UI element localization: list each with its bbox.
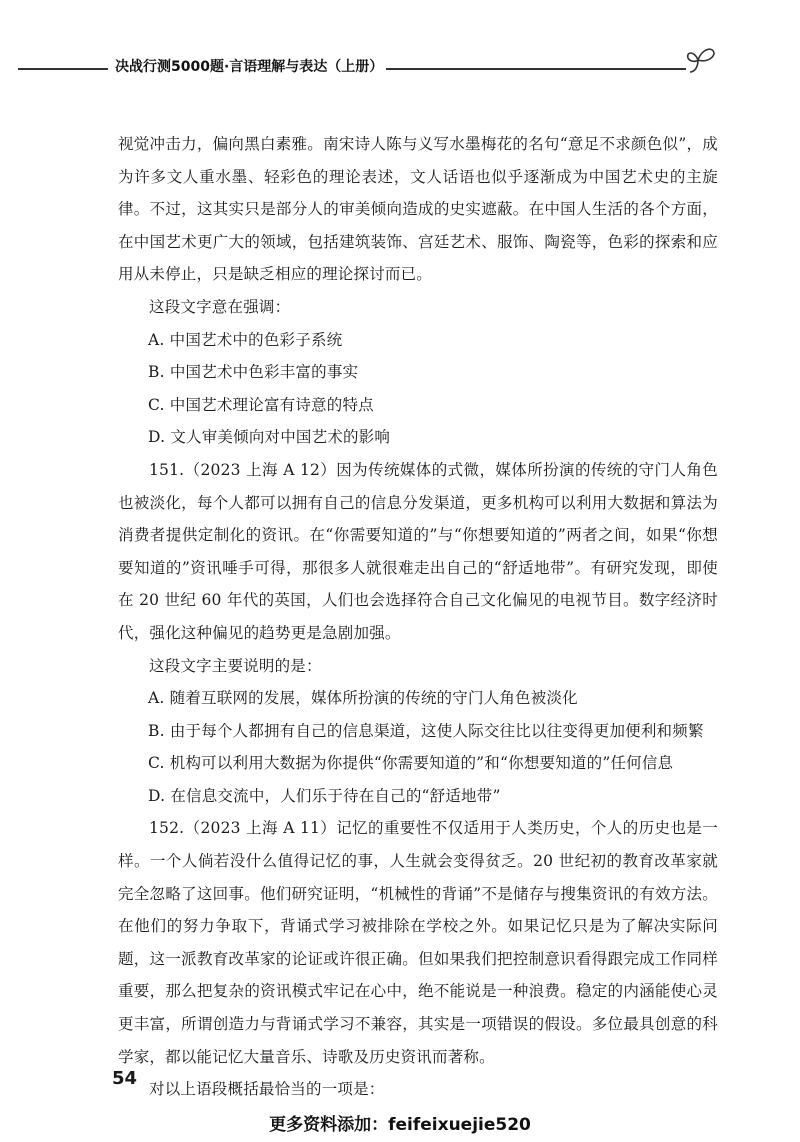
q150-option-b: B. 中国艺术中色彩丰富的事实: [148, 363, 359, 382]
header-rule-right: [386, 68, 686, 70]
q151-prompt: 这段文字主要说明的是：: [149, 656, 322, 675]
q152-prompt: 对以上语段概括最恰当的一项是：: [149, 1080, 385, 1099]
q151-option-d: D. 在信息交流中，人们乐于待在自己的“舒适地带”: [148, 786, 501, 805]
book-title: 决战行测5000题·言语理解与表达（上册）: [115, 59, 384, 75]
header-rule-left: [18, 68, 108, 70]
running-header: [0, 56, 800, 86]
q150-prompt: 这段文字意在强调：: [149, 297, 291, 316]
sprout-icon: [684, 42, 724, 76]
footer-note: 更多资料添加：feifeixuejie520: [269, 1115, 531, 1135]
q151-option-b: B. 由于每个人都拥有自己的信息渠道，这使人际交往比以往变得更加便利和频繁: [148, 721, 704, 740]
q150-option-c: C. 中国艺术理论富有诗意的特点: [148, 395, 374, 414]
page-number: 54: [112, 1068, 138, 1089]
q150-option-d: D. 文人审美倾向对中国艺术的影响: [148, 428, 391, 447]
intro-paragraph: 视觉冲击力，偏向黑白素雅。南宋诗人陈与义写水墨梅花的名句“意足不求颜色似”，成为许多文人重水墨、轻彩色的理论表述，文人话语也似乎逐渐成为中国艺术史的主旋律。不过，这其实只是部分人的审美倾向造成的史实遮蔽。在中国人生活的各个方面，在中国艺术更广大的领域，包括建筑装饰、宫廷艺术、服饰、陶瓷等，色彩的探索和应用从未停止，只是缺乏相应的理论探讨而已。: [118, 135, 718, 284]
q152-stem: 152.（2023 上海 A 11）记忆的重要性不仅适用于人类历史，个人的历史也是一样。一个人倘若没什么值得记忆的事，人生就会变得贫乏。20 世纪初的教育改革家就完全忽略了这回事。他们研究证明，“机械性的背诵”不是储存与搜集资讯的有效方法。在他们的努力争取下，背诵式学习被排除在学校之外。如果记忆只是为了解决实际问题，这一派教育改革家的论证或许很正确。但如果我们把控制意识看得跟完成工作同样重要，那么把复杂的资讯模式牢记在心中，绝不能说是一种浪费。稳定的内涵能使心灵更丰富，所谓创造力与背诵式学习不兼容，其实是一项错误的假设。多位最具创意的科学家，都以能记忆大量音乐、诗歌及历史资讯而著称。: [118, 819, 718, 1066]
q151-stem: 151.（2023 上海 A 12）因为传统媒体的式微，媒体所扮演的传统的守门人角色也被淡化，每个人都可以拥有自己的信息分发渠道，更多机构可以利用大数据和算法为消费者提供定制化的资讯。在“你需要知道的”与“你想要知道的”两者之间，如果“你想要知道的”资讯唾手可得，那很多人就很难走出自己的“舒适地带”。有研究发现，即使在 20 世纪 60 年代的英国，人们也会选择符合自己文化偏见的电视节目。数字经济时代，强化这种偏见的趋势更是急剧加强。: [118, 460, 718, 642]
q150-option-a: A. 中国艺术中的色彩子系统: [148, 330, 343, 349]
page-body: [118, 128, 718, 1106]
q151-option-c: C. 机构可以利用大数据为你提供“你需要知道的”和“你想要知道的”任何信息: [148, 754, 674, 773]
q151-option-a: A. 随着互联网的发展，媒体所扮演的传统的守门人角色被淡化: [148, 689, 578, 708]
